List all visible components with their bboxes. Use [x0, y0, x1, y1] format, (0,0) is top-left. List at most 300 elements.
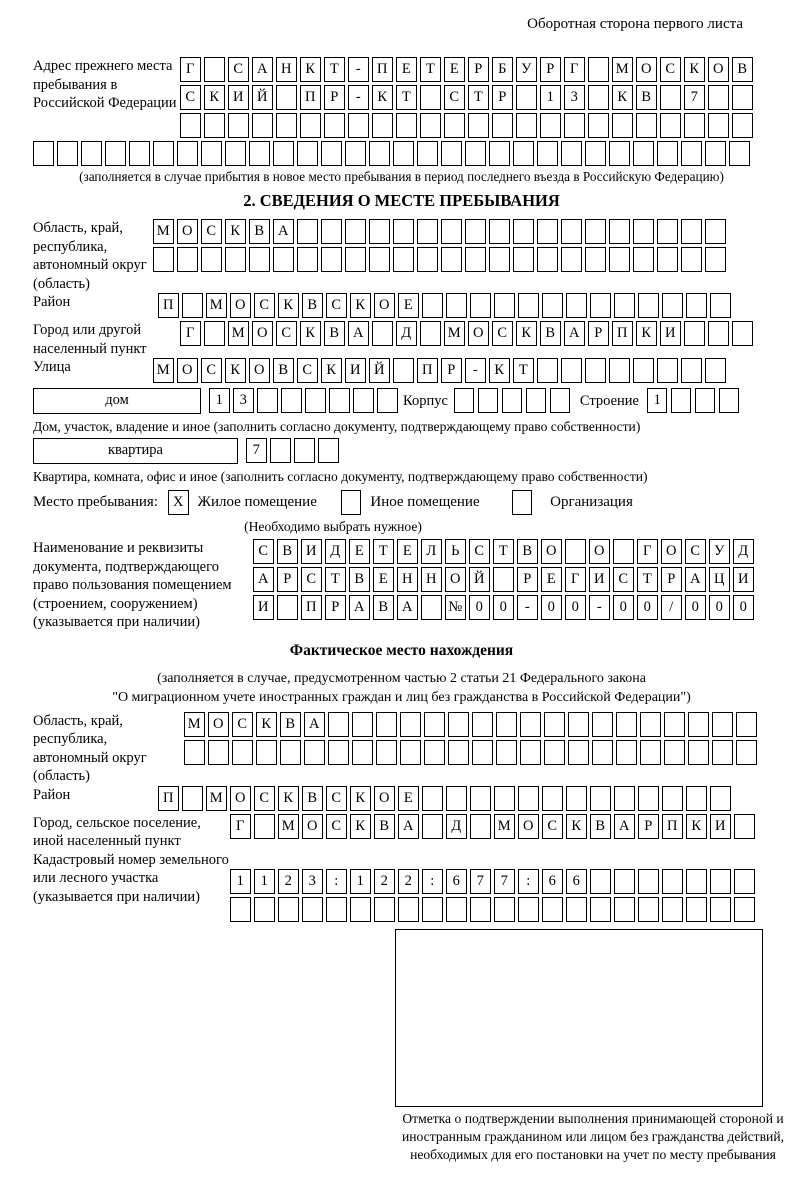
char-cell[interactable]: Е — [398, 786, 419, 811]
char-cell[interactable] — [657, 247, 678, 272]
char-cell[interactable]: С — [492, 321, 513, 346]
char-cell[interactable]: 0 — [709, 595, 730, 620]
char-cell[interactable] — [470, 293, 491, 318]
char-cell[interactable] — [688, 740, 709, 765]
char-cell[interactable]: В — [280, 712, 301, 737]
char-cell[interactable] — [686, 897, 707, 922]
char-cell[interactable]: 1 — [540, 85, 561, 110]
char-cell[interactable]: К — [350, 814, 371, 839]
char-cell[interactable] — [273, 247, 294, 272]
char-cell[interactable] — [57, 141, 78, 166]
char-cell[interactable]: М — [206, 786, 227, 811]
char-cell[interactable] — [305, 388, 326, 413]
char-cell[interactable]: 6 — [446, 869, 467, 894]
char-cell[interactable] — [345, 219, 366, 244]
char-cell[interactable]: К — [204, 85, 225, 110]
char-cell[interactable] — [352, 740, 373, 765]
char-cell[interactable]: А — [685, 567, 706, 592]
char-cell[interactable]: С — [254, 786, 275, 811]
char-cell[interactable]: Е — [541, 567, 562, 592]
char-cell[interactable] — [297, 247, 318, 272]
checkbox-other-premises[interactable] — [341, 490, 362, 515]
char-cell[interactable]: - — [348, 57, 369, 82]
char-cell[interactable] — [376, 712, 397, 737]
char-cell[interactable] — [352, 712, 373, 737]
char-cell[interactable] — [695, 388, 716, 413]
char-cell[interactable] — [372, 321, 393, 346]
char-cell[interactable] — [448, 740, 469, 765]
char-cell[interactable]: С — [685, 539, 706, 564]
char-cell[interactable]: У — [709, 539, 730, 564]
checkbox-residential[interactable]: X — [168, 490, 189, 515]
char-cell[interactable]: 1 — [647, 388, 668, 413]
char-cell[interactable] — [729, 141, 750, 166]
char-cell[interactable] — [542, 293, 563, 318]
char-cell[interactable]: О — [374, 786, 395, 811]
char-cell[interactable] — [520, 740, 541, 765]
char-cell[interactable]: У — [516, 57, 537, 82]
char-cell[interactable] — [590, 786, 611, 811]
char-cell[interactable]: Й — [252, 85, 273, 110]
char-cell[interactable] — [249, 141, 270, 166]
char-cell[interactable] — [732, 85, 753, 110]
char-cell[interactable]: А — [349, 595, 370, 620]
char-cell[interactable]: 7 — [494, 869, 515, 894]
char-cell[interactable] — [393, 141, 414, 166]
char-cell[interactable] — [465, 247, 486, 272]
char-cell[interactable]: 7 — [246, 438, 267, 463]
char-cell[interactable]: О — [445, 567, 466, 592]
char-cell[interactable]: Р — [324, 85, 345, 110]
char-cell[interactable] — [276, 113, 297, 138]
char-cell[interactable] — [177, 247, 198, 272]
char-cell[interactable]: Е — [397, 539, 418, 564]
char-cell[interactable] — [232, 740, 253, 765]
char-cell[interactable]: Н — [276, 57, 297, 82]
char-cell[interactable] — [516, 85, 537, 110]
char-cell[interactable] — [494, 897, 515, 922]
char-cell[interactable]: А — [398, 814, 419, 839]
char-cell[interactable]: А — [397, 595, 418, 620]
char-cell[interactable] — [592, 740, 613, 765]
char-cell[interactable] — [424, 740, 445, 765]
char-cell[interactable] — [369, 219, 390, 244]
char-cell[interactable]: Т — [396, 85, 417, 110]
char-cell[interactable] — [708, 113, 729, 138]
char-cell[interactable] — [609, 219, 630, 244]
char-cell[interactable]: О — [636, 57, 657, 82]
char-cell[interactable] — [277, 595, 298, 620]
char-cell[interactable]: А — [614, 814, 635, 839]
char-cell[interactable]: К — [350, 786, 371, 811]
char-cell[interactable]: К — [225, 219, 246, 244]
char-cell[interactable] — [662, 786, 683, 811]
char-cell[interactable]: 3 — [302, 869, 323, 894]
char-cell[interactable] — [400, 712, 421, 737]
char-cell[interactable] — [526, 388, 547, 413]
char-cell[interactable] — [441, 219, 462, 244]
char-cell[interactable]: К — [566, 814, 587, 839]
char-cell[interactable] — [446, 897, 467, 922]
char-cell[interactable]: С — [301, 567, 322, 592]
char-cell[interactable]: Р — [441, 358, 462, 383]
char-cell[interactable] — [566, 897, 587, 922]
char-cell[interactable]: М — [153, 358, 174, 383]
char-cell[interactable]: 1 — [209, 388, 230, 413]
char-cell[interactable] — [328, 712, 349, 737]
char-cell[interactable]: - — [465, 358, 486, 383]
char-cell[interactable] — [153, 141, 174, 166]
char-cell[interactable] — [376, 740, 397, 765]
char-cell[interactable]: Б — [492, 57, 513, 82]
char-cell[interactable]: С — [228, 57, 249, 82]
char-cell[interactable] — [537, 141, 558, 166]
char-cell[interactable]: М — [228, 321, 249, 346]
char-cell[interactable]: Й — [469, 567, 490, 592]
char-cell[interactable]: 6 — [542, 869, 563, 894]
char-cell[interactable] — [732, 321, 753, 346]
char-cell[interactable] — [609, 141, 630, 166]
char-cell[interactable] — [492, 113, 513, 138]
char-cell[interactable]: Е — [444, 57, 465, 82]
char-cell[interactable]: Д — [446, 814, 467, 839]
char-cell[interactable] — [493, 567, 514, 592]
char-cell[interactable] — [420, 321, 441, 346]
char-cell[interactable]: Л — [421, 539, 442, 564]
char-cell[interactable] — [705, 247, 726, 272]
char-cell[interactable] — [420, 85, 441, 110]
char-cell[interactable] — [616, 712, 637, 737]
char-cell[interactable]: П — [158, 786, 179, 811]
char-cell[interactable] — [350, 897, 371, 922]
char-cell[interactable] — [372, 113, 393, 138]
char-cell[interactable] — [712, 712, 733, 737]
char-cell[interactable] — [105, 141, 126, 166]
char-cell[interactable] — [686, 786, 707, 811]
char-cell[interactable]: Д — [325, 539, 346, 564]
char-cell[interactable] — [348, 113, 369, 138]
char-cell[interactable]: 0 — [685, 595, 706, 620]
char-cell[interactable] — [201, 247, 222, 272]
char-cell[interactable]: С — [469, 539, 490, 564]
char-cell[interactable] — [204, 113, 225, 138]
char-cell[interactable]: Т — [373, 539, 394, 564]
char-cell[interactable]: И — [710, 814, 731, 839]
char-cell[interactable]: В — [517, 539, 538, 564]
char-cell[interactable]: И — [228, 85, 249, 110]
char-cell[interactable] — [588, 85, 609, 110]
char-cell[interactable] — [153, 247, 174, 272]
char-cell[interactable] — [614, 786, 635, 811]
char-cell[interactable] — [633, 247, 654, 272]
char-cell[interactable]: И — [660, 321, 681, 346]
char-cell[interactable] — [708, 321, 729, 346]
char-cell[interactable]: И — [253, 595, 274, 620]
char-cell[interactable] — [396, 113, 417, 138]
char-cell[interactable] — [609, 247, 630, 272]
char-cell[interactable] — [590, 897, 611, 922]
char-cell[interactable] — [204, 321, 225, 346]
char-cell[interactable]: С — [253, 539, 274, 564]
char-cell[interactable]: С — [254, 293, 275, 318]
char-cell[interactable] — [710, 786, 731, 811]
char-cell[interactable] — [565, 539, 586, 564]
char-cell[interactable]: А — [348, 321, 369, 346]
char-cell[interactable]: П — [417, 358, 438, 383]
char-cell[interactable] — [276, 85, 297, 110]
char-cell[interactable] — [393, 358, 414, 383]
char-cell[interactable]: К — [686, 814, 707, 839]
char-cell[interactable]: В — [590, 814, 611, 839]
char-cell[interactable] — [537, 358, 558, 383]
char-cell[interactable]: К — [321, 358, 342, 383]
char-cell[interactable]: М — [184, 712, 205, 737]
char-cell[interactable] — [609, 358, 630, 383]
char-cell[interactable] — [566, 786, 587, 811]
char-cell[interactable]: Е — [398, 293, 419, 318]
char-cell[interactable] — [225, 141, 246, 166]
char-cell[interactable] — [585, 247, 606, 272]
char-cell[interactable]: В — [302, 786, 323, 811]
char-cell[interactable] — [180, 113, 201, 138]
char-cell[interactable]: П — [662, 814, 683, 839]
char-cell[interactable]: Е — [349, 539, 370, 564]
char-cell[interactable]: Р — [540, 57, 561, 82]
char-cell[interactable] — [681, 358, 702, 383]
char-cell[interactable]: С — [326, 293, 347, 318]
char-cell[interactable]: Р — [588, 321, 609, 346]
char-cell[interactable]: О — [208, 712, 229, 737]
char-cell[interactable] — [732, 113, 753, 138]
char-cell[interactable] — [561, 358, 582, 383]
char-cell[interactable]: К — [225, 358, 246, 383]
char-cell[interactable] — [422, 786, 443, 811]
char-cell[interactable] — [448, 712, 469, 737]
char-cell[interactable] — [496, 740, 517, 765]
char-cell[interactable] — [281, 388, 302, 413]
char-cell[interactable]: С — [613, 567, 634, 592]
char-cell[interactable] — [537, 219, 558, 244]
char-cell[interactable] — [588, 57, 609, 82]
char-cell[interactable]: П — [158, 293, 179, 318]
char-cell[interactable] — [468, 113, 489, 138]
char-cell[interactable]: Р — [468, 57, 489, 82]
char-cell[interactable] — [33, 141, 54, 166]
char-cell[interactable]: 0 — [493, 595, 514, 620]
char-cell[interactable] — [318, 438, 339, 463]
char-cell[interactable] — [585, 358, 606, 383]
char-cell[interactable] — [329, 388, 350, 413]
char-cell[interactable]: К — [278, 786, 299, 811]
char-cell[interactable]: О — [589, 539, 610, 564]
char-cell[interactable] — [254, 814, 275, 839]
char-cell[interactable]: 1 — [230, 869, 251, 894]
char-cell[interactable]: 0 — [733, 595, 754, 620]
char-cell[interactable] — [420, 113, 441, 138]
char-cell[interactable] — [400, 740, 421, 765]
char-cell[interactable] — [561, 247, 582, 272]
char-cell[interactable] — [686, 869, 707, 894]
char-cell[interactable]: 0 — [613, 595, 634, 620]
char-cell[interactable] — [568, 740, 589, 765]
char-cell[interactable] — [640, 712, 661, 737]
char-cell[interactable]: П — [612, 321, 633, 346]
char-cell[interactable] — [321, 247, 342, 272]
char-cell[interactable]: О — [541, 539, 562, 564]
char-cell[interactable] — [252, 113, 273, 138]
char-cell[interactable]: Р — [492, 85, 513, 110]
char-cell[interactable] — [446, 293, 467, 318]
char-cell[interactable] — [614, 869, 635, 894]
char-cell[interactable] — [417, 247, 438, 272]
char-cell[interactable]: 7 — [470, 869, 491, 894]
char-cell[interactable]: 0 — [541, 595, 562, 620]
char-cell[interactable] — [496, 712, 517, 737]
char-cell[interactable] — [182, 293, 203, 318]
char-cell[interactable]: В — [636, 85, 657, 110]
char-cell[interactable]: Н — [397, 567, 418, 592]
char-cell[interactable]: Ц — [709, 567, 730, 592]
char-cell[interactable] — [393, 247, 414, 272]
char-cell[interactable]: К — [516, 321, 537, 346]
char-cell[interactable]: О — [468, 321, 489, 346]
char-cell[interactable] — [208, 740, 229, 765]
char-cell[interactable] — [398, 897, 419, 922]
char-cell[interactable] — [345, 247, 366, 272]
char-cell[interactable]: Т — [513, 358, 534, 383]
char-cell[interactable]: А — [564, 321, 585, 346]
char-cell[interactable]: И — [589, 567, 610, 592]
char-cell[interactable] — [710, 293, 731, 318]
char-cell[interactable]: П — [301, 595, 322, 620]
char-cell[interactable]: Г — [564, 57, 585, 82]
char-cell[interactable] — [638, 897, 659, 922]
char-cell[interactable] — [417, 219, 438, 244]
char-cell[interactable]: 0 — [565, 595, 586, 620]
char-cell[interactable]: М — [278, 814, 299, 839]
char-cell[interactable]: К — [300, 321, 321, 346]
char-cell[interactable]: С — [444, 85, 465, 110]
char-cell[interactable]: Р — [517, 567, 538, 592]
char-cell[interactable] — [489, 219, 510, 244]
char-cell[interactable] — [393, 219, 414, 244]
char-cell[interactable] — [304, 740, 325, 765]
char-cell[interactable] — [520, 712, 541, 737]
char-cell[interactable]: Т — [420, 57, 441, 82]
char-cell[interactable]: О — [708, 57, 729, 82]
char-cell[interactable] — [633, 219, 654, 244]
char-cell[interactable]: Т — [324, 57, 345, 82]
char-cell[interactable] — [417, 141, 438, 166]
char-cell[interactable]: К — [372, 85, 393, 110]
char-cell[interactable]: Т — [493, 539, 514, 564]
char-cell[interactable] — [712, 740, 733, 765]
char-cell[interactable]: С — [201, 219, 222, 244]
char-cell[interactable] — [374, 897, 395, 922]
char-cell[interactable] — [353, 388, 374, 413]
char-cell[interactable]: К — [300, 57, 321, 82]
char-cell[interactable] — [736, 740, 757, 765]
char-cell[interactable] — [708, 85, 729, 110]
char-cell[interactable]: № — [445, 595, 466, 620]
char-cell[interactable]: Г — [565, 567, 586, 592]
char-cell[interactable] — [664, 712, 685, 737]
char-cell[interactable] — [326, 897, 347, 922]
char-cell[interactable] — [230, 897, 251, 922]
char-cell[interactable] — [472, 740, 493, 765]
char-cell[interactable] — [613, 539, 634, 564]
char-cell[interactable]: В — [302, 293, 323, 318]
char-cell[interactable]: В — [373, 595, 394, 620]
char-cell[interactable] — [633, 358, 654, 383]
char-cell[interactable] — [614, 897, 635, 922]
char-cell[interactable]: И — [345, 358, 366, 383]
char-cell[interactable] — [657, 141, 678, 166]
char-cell[interactable] — [328, 740, 349, 765]
char-cell[interactable] — [705, 219, 726, 244]
char-cell[interactable]: С — [660, 57, 681, 82]
char-cell[interactable] — [369, 141, 390, 166]
char-cell[interactable]: 3 — [233, 388, 254, 413]
char-cell[interactable] — [542, 786, 563, 811]
char-cell[interactable]: Д — [733, 539, 754, 564]
char-cell[interactable] — [585, 141, 606, 166]
char-cell[interactable]: 6 — [566, 869, 587, 894]
char-cell[interactable]: С — [297, 358, 318, 383]
char-cell[interactable]: К — [489, 358, 510, 383]
char-cell[interactable]: А — [252, 57, 273, 82]
char-cell[interactable] — [636, 113, 657, 138]
char-cell[interactable]: Р — [661, 567, 682, 592]
char-cell[interactable]: Е — [373, 567, 394, 592]
char-cell[interactable]: О — [249, 358, 270, 383]
char-cell[interactable]: О — [230, 293, 251, 318]
char-cell[interactable]: Р — [638, 814, 659, 839]
char-cell[interactable] — [297, 219, 318, 244]
char-cell[interactable]: 7 — [684, 85, 705, 110]
char-cell[interactable]: В — [249, 219, 270, 244]
char-cell[interactable]: Н — [421, 567, 442, 592]
char-cell[interactable]: Р — [325, 595, 346, 620]
char-cell[interactable]: Е — [396, 57, 417, 82]
char-cell[interactable] — [640, 740, 661, 765]
char-cell[interactable] — [256, 740, 277, 765]
char-cell[interactable] — [129, 141, 150, 166]
char-cell[interactable]: С — [542, 814, 563, 839]
char-cell[interactable] — [660, 113, 681, 138]
char-cell[interactable]: М — [444, 321, 465, 346]
char-cell[interactable] — [182, 786, 203, 811]
char-cell[interactable]: Д — [396, 321, 417, 346]
char-cell[interactable]: - — [589, 595, 610, 620]
char-cell[interactable] — [465, 219, 486, 244]
char-cell[interactable] — [470, 814, 491, 839]
char-cell[interactable]: К — [612, 85, 633, 110]
char-cell[interactable] — [184, 740, 205, 765]
char-cell[interactable] — [321, 219, 342, 244]
char-cell[interactable]: 2 — [278, 869, 299, 894]
char-cell[interactable] — [518, 786, 539, 811]
char-cell[interactable] — [660, 85, 681, 110]
char-cell[interactable] — [465, 141, 486, 166]
char-cell[interactable] — [273, 141, 294, 166]
char-cell[interactable]: 3 — [564, 85, 585, 110]
char-cell[interactable] — [321, 141, 342, 166]
char-cell[interactable]: А — [304, 712, 325, 737]
char-cell[interactable] — [270, 438, 291, 463]
char-cell[interactable]: Т — [325, 567, 346, 592]
char-cell[interactable] — [662, 869, 683, 894]
